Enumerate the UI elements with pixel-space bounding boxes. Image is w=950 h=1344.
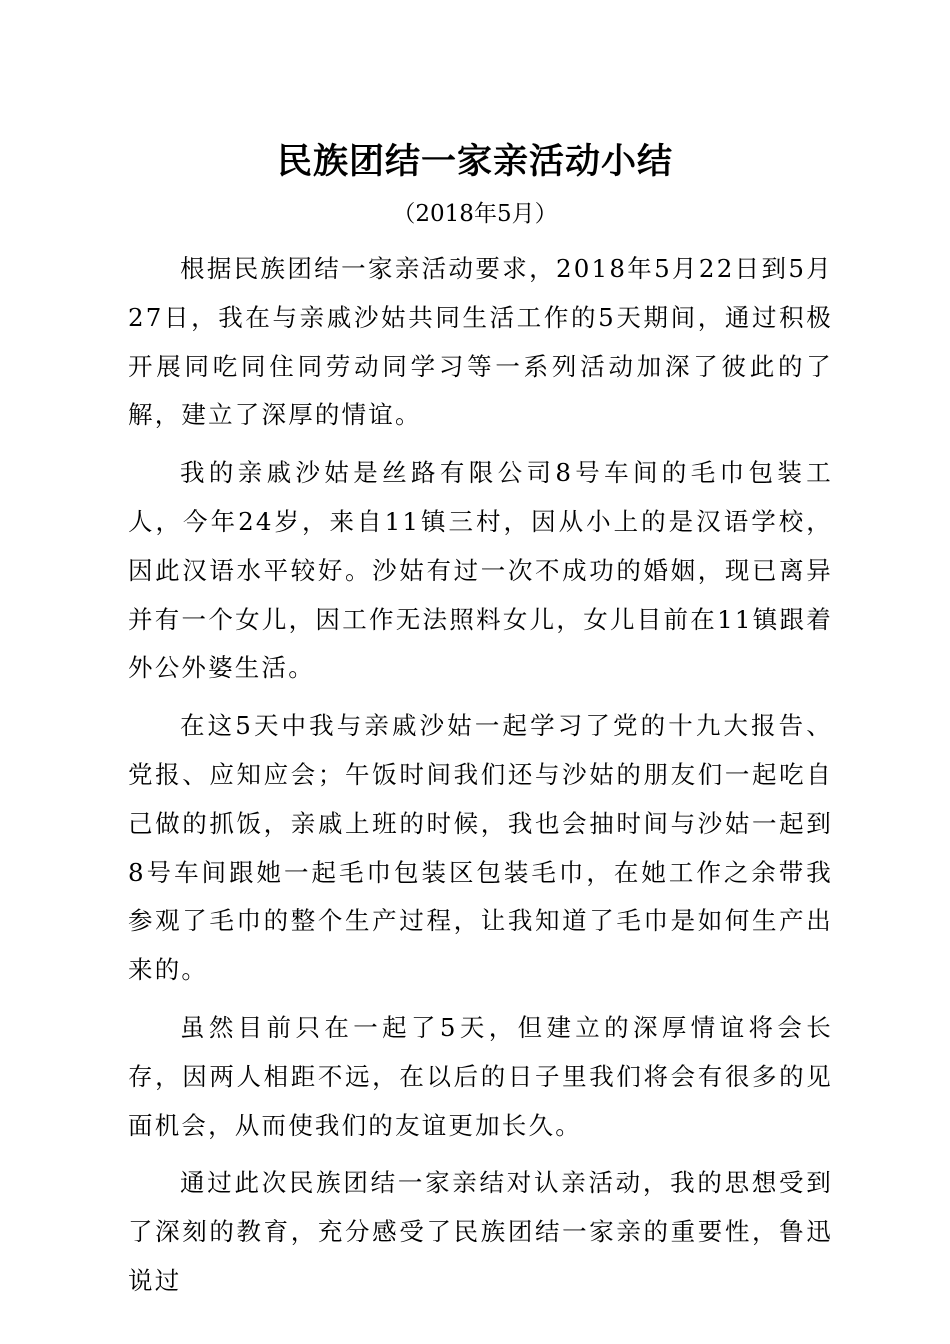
document-title: 民族团结一家亲活动小结	[276, 141, 673, 182]
paragraph-activities: 在这5天中我与亲戚沙姑一起学习了党的十九大报告、党报、应知应会；午饭时间我们还与沙姑的朋友们一起吃自己做的抓饭，亲戚上班的时候，我也会抽时间与沙姑一起到8号车间跟她一起毛巾包装区包装毛巾，在她工作之余带我参观了毛巾的整个生产过程，让我知道了毛巾是如何生产出来的。	[128, 711, 833, 985]
paragraph-friendship: 虽然目前只在一起了5天，但建立的深厚情谊将会长存，因两人相距不远，在以后的日子里我们将会有很多的见面机会，从而使我们的友谊更加长久。	[128, 1012, 833, 1140]
document-date: （2018年5月）	[392, 201, 558, 227]
document-body	[128, 245, 833, 1315]
paragraph-reflection: 通过此次民族团结一家亲结对认亲活动，我的思想受到了深刻的教育，充分感受了民族团结一家亲的重要性，鲁迅说过	[128, 1168, 833, 1295]
paragraph-intro: 根据民族团结一家亲活动要求，2018年5月22日到5月27日，我在与亲戚沙姑共同生活工作的5天期间，通过积极开展同吃同住同劳动同学习等一系列活动加深了彼此的了解，建立了深厚的情谊。	[128, 254, 833, 430]
paragraph-relative-profile: 我的亲戚沙姑是丝路有限公司8号车间的毛巾包装工人，今年24岁，来自11镇三村，因从小上的是汉语学校，因此汉语水平较好。沙姑有过一次不成功的婚姻，现已离异并有一个女儿，因工作无法照料女儿，女儿目前在11镇跟着外公外婆生活。	[128, 458, 833, 683]
